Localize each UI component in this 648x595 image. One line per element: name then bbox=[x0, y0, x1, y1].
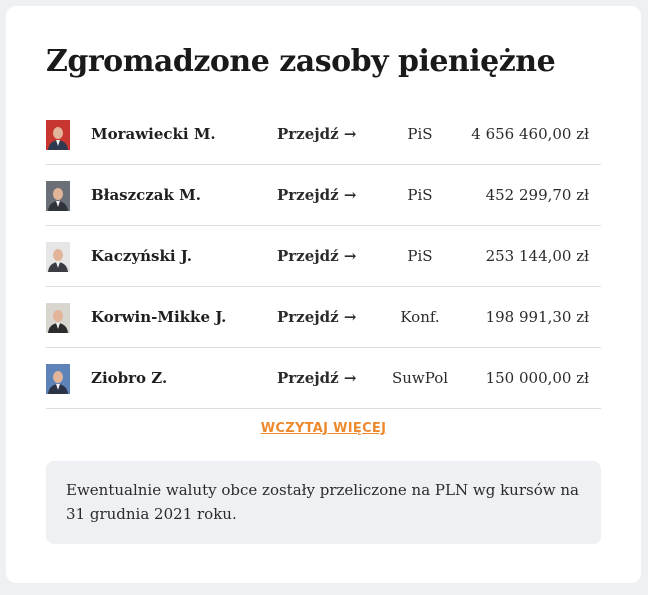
list-item bbox=[46, 287, 601, 348]
amount-value: 4 656 460,00 zł bbox=[471, 125, 589, 143]
list-item bbox=[46, 165, 601, 226]
portrait-icon bbox=[46, 242, 70, 272]
party-label: Konf. bbox=[400, 308, 440, 326]
go-link[interactable]: Przejdź → bbox=[277, 308, 357, 326]
avatar bbox=[46, 364, 70, 394]
portrait-icon bbox=[46, 364, 70, 394]
list-item bbox=[46, 226, 601, 287]
avatar bbox=[46, 303, 70, 333]
amount-value: 198 991,30 zł bbox=[485, 308, 589, 326]
go-link[interactable]: Przejdź → bbox=[277, 369, 357, 387]
list-item bbox=[46, 348, 601, 409]
amount-value: 253 144,00 zł bbox=[485, 247, 589, 265]
politician-name: Błaszczak M. bbox=[91, 186, 201, 204]
list-item bbox=[46, 104, 601, 165]
portrait-icon bbox=[46, 303, 70, 333]
go-link[interactable]: Przejdź → bbox=[277, 186, 357, 204]
party-label: PiS bbox=[407, 247, 433, 265]
load-more-button[interactable]: WCZYTAJ WIĘCEJ bbox=[260, 421, 387, 436]
politician-name: Korwin-Mikke J. bbox=[91, 308, 227, 326]
currency-note: Ewentualnie waluty obce zostały przeliczone na PLN wg kursów na 31 grudnia 2021 roku. bbox=[46, 461, 601, 544]
avatar bbox=[46, 181, 70, 211]
amount-value: 452 299,70 zł bbox=[485, 186, 589, 204]
avatar bbox=[46, 242, 70, 272]
politicians-list bbox=[46, 104, 601, 409]
party-label: SuwPol bbox=[391, 369, 449, 387]
assets-card bbox=[6, 6, 641, 583]
politician-name: Kaczyński J. bbox=[91, 247, 192, 265]
politician-name: Ziobro Z. bbox=[91, 369, 168, 387]
party-label: PiS bbox=[407, 186, 433, 204]
avatar bbox=[46, 120, 70, 150]
portrait-icon bbox=[46, 120, 70, 150]
go-link[interactable]: Przejdź → bbox=[277, 125, 357, 143]
portrait-icon bbox=[46, 181, 70, 211]
party-label: PiS bbox=[407, 125, 433, 143]
go-link[interactable]: Przejdź → bbox=[277, 247, 357, 265]
politician-name: Morawiecki M. bbox=[91, 125, 216, 143]
page-title: Zgromadzone zasoby pieniężne bbox=[46, 44, 556, 79]
amount-value: 150 000,00 zł bbox=[485, 369, 589, 387]
